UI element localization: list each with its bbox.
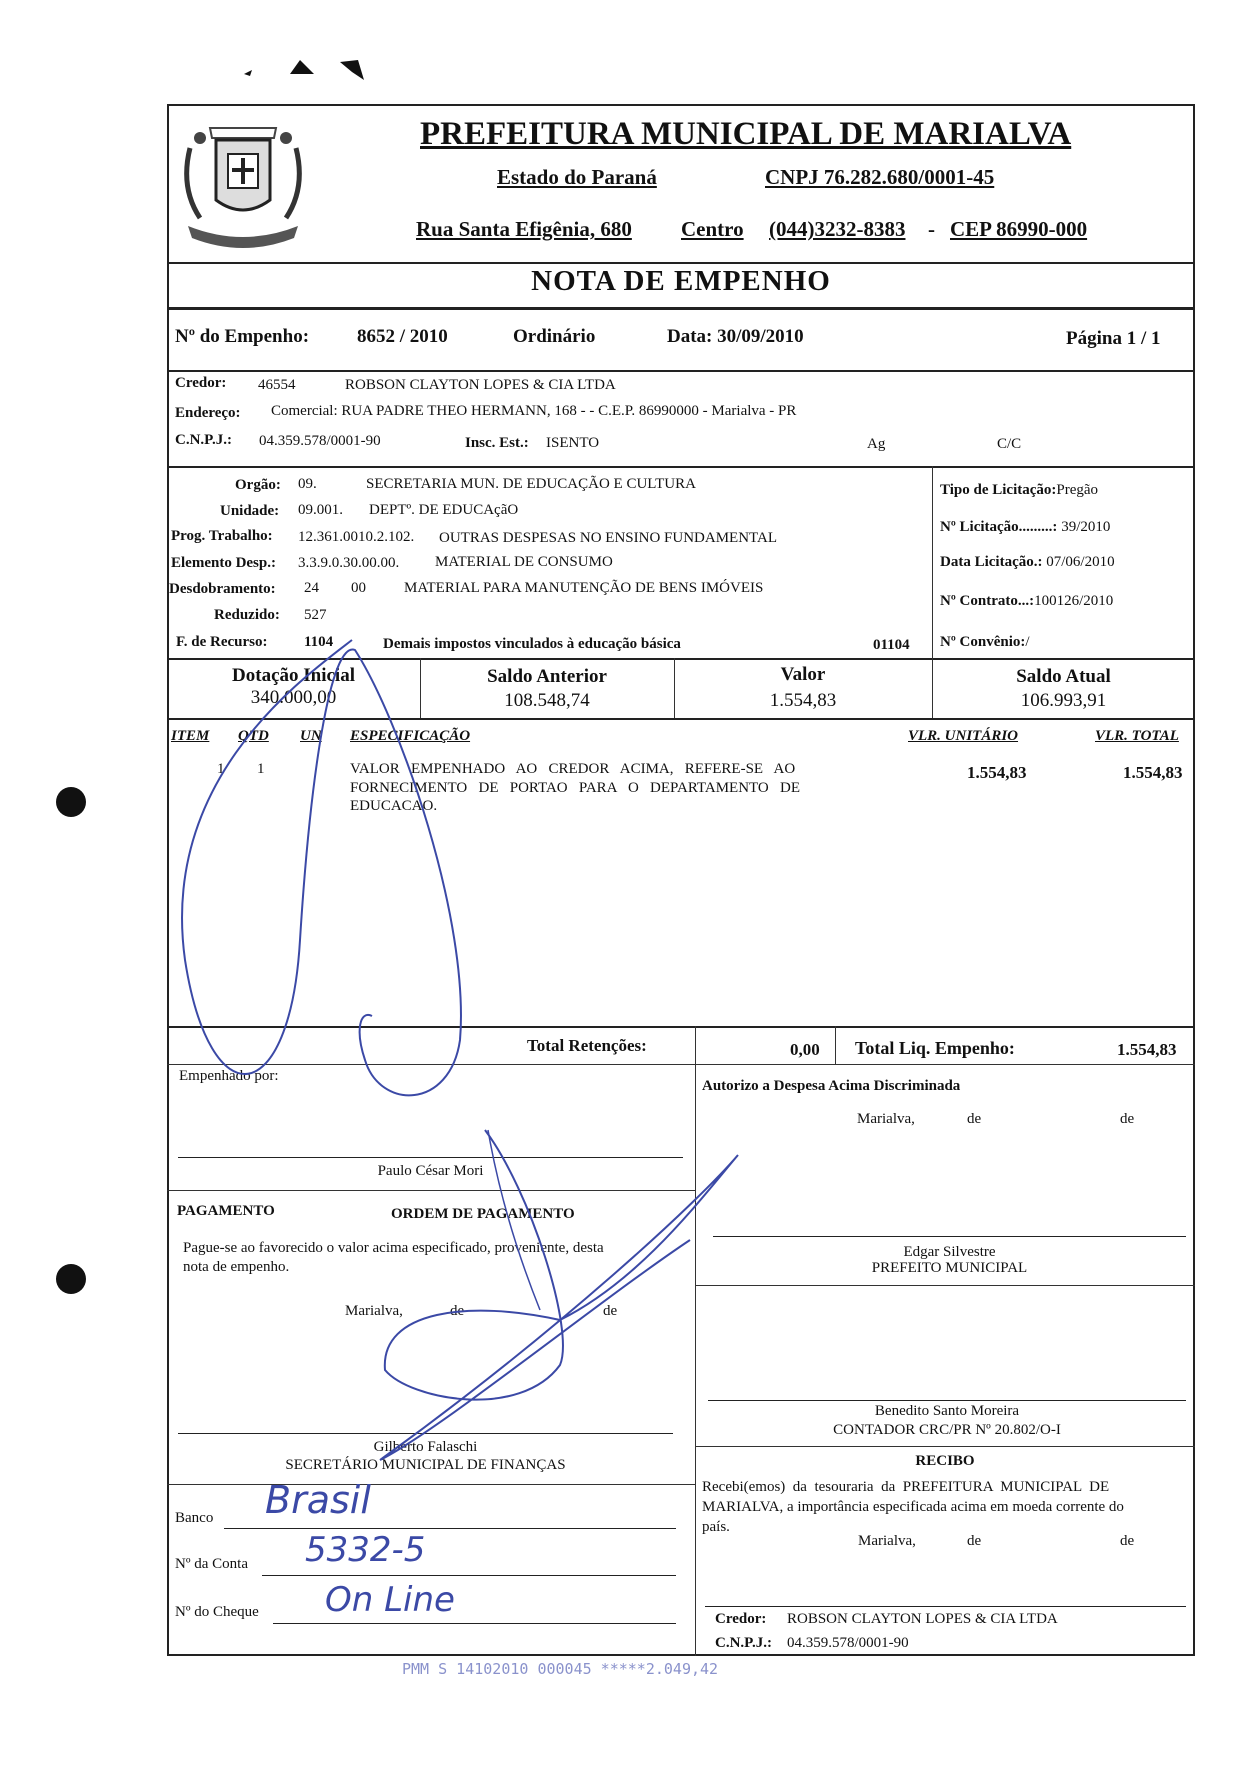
autorizo-de2: de	[1120, 1111, 1135, 1127]
conta-corrente-label: C/C	[997, 436, 1022, 452]
secretario-nome: Gilberto Falaschi	[373, 1439, 478, 1455]
tipo-licitacao-label-text: Tipo de Licitação:	[940, 482, 1057, 498]
reduzido-label: Reduzido:	[214, 607, 280, 623]
orgao-code: 09.	[298, 476, 317, 492]
data-licitacao: 07/06/2010	[1046, 554, 1115, 570]
endereco-label: Endereço:	[175, 405, 241, 421]
recibo-label: RECIBO	[915, 1453, 975, 1469]
tipo-licitacao-label	[940, 482, 1098, 499]
pagamento-de2: de	[603, 1303, 618, 1319]
autorizo-marialva: Marialva,	[857, 1111, 915, 1127]
item-vlr-total: 1.554,83	[1123, 763, 1183, 782]
data-licitacao-label	[940, 554, 1115, 571]
secretario-cargo: SECRETÁRIO MUNICIPAL DE FINANÇAS	[285, 1457, 566, 1473]
prog-label: Prog. Trabalho:	[171, 528, 273, 544]
contrato-label	[940, 593, 1113, 610]
insc-label: Insc. Est.:	[465, 435, 529, 451]
autorizo-label: Autorizo a Despesa Acima Discriminada	[702, 1078, 961, 1094]
recibo-cnpj-label: C.N.P.J.:	[715, 1635, 772, 1651]
recibo-texto1: Recebi(emos) da tesouraria da PREFEITURA MUNICIPAL DE	[702, 1479, 1110, 1495]
endereco: Comercial: RUA PADRE THEO HERMANN, 168 - - C.E.P. 86990000 - Marialva - PR	[271, 403, 797, 419]
autorizo-de1: de	[967, 1111, 982, 1127]
orgao-name: SECRETARIA MUN. DE EDUCAÇÃO E CULTURA	[366, 476, 696, 492]
tipo-licitacao: Pregão	[1056, 482, 1099, 498]
col-item: ITEM	[171, 728, 210, 744]
data-licitacao-label-text: Data Licitação.:	[940, 554, 1043, 570]
col-qtd: QTD	[238, 728, 269, 744]
pagamento-marialva: Marialva,	[345, 1303, 403, 1319]
prog-name: OUTRAS DESPESAS NO ENSINO FUNDAMENTAL	[439, 530, 777, 546]
credor-cnpj: 04.359.578/0001-90	[259, 433, 381, 449]
doc-title: NOTA DE EMPENHO	[531, 265, 831, 297]
recibo-de1: de	[967, 1533, 982, 1549]
retencoes-label: Total Retenções:	[527, 1036, 647, 1055]
contador-nome: Benedito Santo Moreira	[874, 1403, 1020, 1419]
header-cnpj: CNPJ 76.282.680/0001-45	[765, 165, 995, 189]
recibo-credor-label: Credor:	[715, 1611, 767, 1627]
orgao-label: Orgão:	[235, 477, 281, 493]
elemento-code: 3.3.9.0.30.00.00.	[298, 555, 400, 571]
convenio-label	[940, 634, 1030, 651]
empenho-data: Data: 30/09/2010	[667, 326, 804, 347]
cep: CEP 86990-000	[950, 217, 1088, 241]
desdobramento-label: Desdobramento:	[169, 581, 276, 597]
agencia-label: Ag	[867, 436, 886, 452]
page-number: Página 1 / 1	[1066, 328, 1161, 349]
recibo-cnpj: 04.359.578/0001-90	[787, 1635, 909, 1651]
recibo-de2: de	[1120, 1533, 1135, 1549]
pagamento-texto2: nota de empenho.	[183, 1259, 290, 1275]
item-espec-line1: VALOR EMPENHADO AO CREDOR ACIMA, REFERE-SE AO	[350, 761, 796, 777]
recibo-texto3: país.	[702, 1519, 730, 1535]
prefeito-cargo: PREFEITO MUNICIPAL	[871, 1260, 1028, 1276]
empenho-num-label: Nº do Empenho:	[175, 326, 310, 347]
recurso-name: Demais impostos vinculados à educação básica	[383, 636, 681, 652]
pagamento-label: PAGAMENTO	[177, 1203, 275, 1219]
empenho-num: 8652 / 2010	[357, 326, 448, 347]
num-licitacao: 39/2010	[1061, 519, 1111, 535]
pagamento-de1: de	[450, 1303, 465, 1319]
empenhado-nome: Paulo César Mori	[377, 1163, 484, 1179]
valor-label: Valor	[780, 664, 826, 685]
liq-empenho-value: 1.554,83	[1117, 1040, 1177, 1059]
convenio-label-text: Nº Convênio:	[940, 634, 1026, 650]
phone: (044)3232-8383	[769, 217, 906, 241]
valor: 1.554,83	[769, 690, 837, 711]
saldo-atual: 106.993,91	[1020, 690, 1107, 711]
cheque-value: On Line	[325, 1580, 455, 1620]
empenhado-label: Empenhado por:	[179, 1068, 279, 1084]
num-licitacao-label	[940, 519, 1110, 536]
address-centro: Centro	[681, 217, 744, 241]
separator: -	[928, 217, 935, 241]
saldo-atual-label: Saldo Atual	[1016, 666, 1111, 687]
col-especificacao: ESPECIFICAÇÃO	[350, 728, 471, 744]
coat-of-arms-icon	[170, 108, 316, 258]
recibo-credor: ROBSON CLAYTON LOPES & CIA LTDA	[787, 1611, 1058, 1627]
recurso-label: F. de Recurso:	[176, 634, 268, 650]
elemento-label: Elemento Desp.:	[171, 555, 276, 571]
contrato: 100126/2010	[1034, 593, 1114, 609]
num-licitacao-label-text: Nº Licitação.........:	[940, 519, 1058, 535]
municipality-title: PREFEITURA MUNICIPAL DE MARIALVA	[420, 116, 1072, 152]
saldo-anterior: 108.548,74	[504, 690, 590, 711]
recibo-texto2: MARIALVA, a importância especificada acima em moeda corrente do	[702, 1499, 1124, 1515]
pagamento-texto1: Pague-se ao favorecido o valor acima especificado, proveniente, desta	[183, 1240, 604, 1256]
col-vlr-total: VLR. TOTAL	[1095, 728, 1179, 744]
dotacao-label: Dotação Inicial	[232, 665, 355, 686]
col-vlr-unitario: VLR. UNITÁRIO	[908, 728, 1019, 744]
unidade-code: 09.001.	[298, 502, 343, 518]
liq-empenho-label: Total Liq. Empenho:	[855, 1038, 1015, 1058]
dotacao-value: 340.000,00	[250, 687, 337, 708]
recurso-code2: 01104	[873, 637, 910, 653]
reduzido-value: 527	[304, 607, 327, 623]
address-street: Rua Santa Efigênia, 680	[416, 217, 632, 241]
conta-value: 5332-5	[305, 1530, 426, 1570]
credor-code: 46554	[258, 377, 296, 393]
conta-label: Nº da Conta	[175, 1556, 248, 1572]
item-vlr-unitario: 1.554,83	[967, 763, 1027, 782]
desdobramento-code1: 24	[304, 580, 319, 596]
cheque-label: Nº do Cheque	[175, 1604, 259, 1620]
scan-marks	[240, 52, 380, 92]
bank-stamp: PMM S 14102010 000045 *****2.049,42	[402, 1660, 719, 1678]
prefeito-nome: Edgar Silvestre	[903, 1244, 996, 1260]
col-un: UN	[300, 728, 322, 744]
banco-value: Brasil	[265, 1478, 371, 1522]
banco-label: Banco	[175, 1510, 214, 1526]
credor-name: ROBSON CLAYTON LOPES & CIA LTDA	[345, 377, 616, 393]
retencoes-value: 0,00	[790, 1040, 820, 1059]
empenho-tipo: Ordinário	[513, 326, 596, 347]
cnpj-label: C.N.P.J.:	[175, 432, 232, 448]
prog-code: 12.361.0010.2.102.	[298, 529, 415, 545]
credor-label: Credor:	[175, 375, 227, 391]
punch-hole	[56, 787, 86, 817]
saldo-anterior-label: Saldo Anterior	[487, 666, 607, 687]
desdobramento-code2: 00	[351, 580, 366, 596]
convenio: /	[1025, 634, 1030, 650]
unidade-label: Unidade:	[220, 503, 280, 519]
recurso-code: 1104	[304, 634, 334, 650]
unidade-name: DEPTº. DE EDUCAçãO	[369, 502, 519, 518]
item-number: 1	[217, 761, 225, 777]
item-espec-line3: EDUCACAO.	[350, 798, 438, 814]
insc-value: ISENTO	[546, 435, 600, 451]
desdobramento-name: MATERIAL PARA MANUTENÇÃO DE BENS IMÓVEIS	[404, 580, 764, 596]
item-qtd: 1	[257, 761, 265, 777]
contrato-label-text: Nº Contrato...:	[940, 593, 1035, 609]
elemento-name: MATERIAL DE CONSUMO	[435, 554, 613, 570]
item-espec-line2: FORNECIMENTO DE PORTAO PARA O DEPARTAMENTO DE	[350, 780, 801, 796]
ordem-pagamento: ORDEM DE PAGAMENTO	[391, 1206, 575, 1222]
contador-cargo: CONTADOR CRC/PR Nº 20.802/O-I	[833, 1422, 1061, 1438]
recibo-marialva: Marialva,	[858, 1533, 916, 1549]
state-name: Estado do Paraná	[497, 165, 657, 189]
punch-hole	[56, 1264, 86, 1294]
